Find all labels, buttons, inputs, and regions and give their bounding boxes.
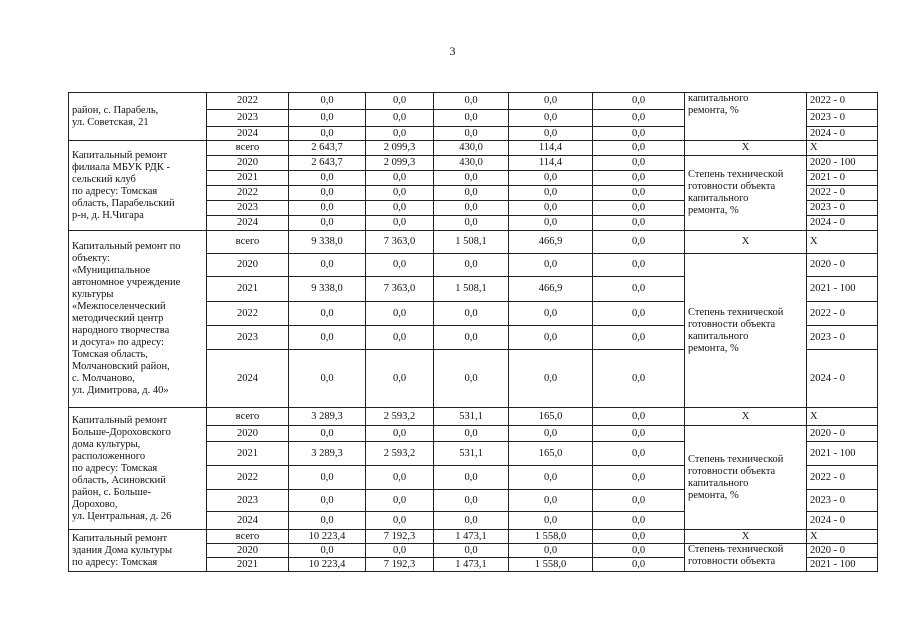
year-cell: 2024 bbox=[207, 216, 289, 231]
federal-budget-cell: 2 593,2 bbox=[366, 442, 434, 466]
year-cell: 2023 bbox=[207, 201, 289, 216]
object-name-line: Капитальный ремонт bbox=[72, 149, 168, 161]
indicator-value-cell: 2022 - 0 bbox=[807, 302, 878, 326]
extrabudget-cell: 0,0 bbox=[593, 110, 685, 127]
regional-budget-cell: 430,0 bbox=[434, 141, 509, 156]
regional-budget-cell: 0,0 bbox=[434, 127, 509, 141]
object-name-line: дома культуры, bbox=[72, 438, 141, 450]
federal-budget-cell: 2 099,3 bbox=[366, 141, 434, 156]
total-cell: 0,0 bbox=[289, 201, 366, 216]
total-cell: 0,0 bbox=[289, 93, 366, 110]
total-cell: 0,0 bbox=[289, 466, 366, 490]
local-budget-cell: 466,9 bbox=[509, 231, 593, 254]
object-name-line: Капитальный ремонт по bbox=[72, 241, 181, 252]
table-row bbox=[69, 530, 878, 544]
table-row bbox=[69, 141, 878, 156]
local-budget-cell: 0,0 bbox=[509, 466, 593, 490]
extrabudget-cell: 0,0 bbox=[593, 442, 685, 466]
regional-budget-cell: 1 508,1 bbox=[434, 231, 509, 254]
total-cell: 0,0 bbox=[289, 110, 366, 127]
indicator-value-cell: 2024 - 0 bbox=[807, 350, 878, 408]
total-cell: 0,0 bbox=[289, 326, 366, 350]
local-budget-cell: 0,0 bbox=[509, 426, 593, 442]
regional-budget-cell: 0,0 bbox=[434, 466, 509, 490]
object-name-line: Томская область, bbox=[72, 349, 148, 360]
federal-budget-cell: 0,0 bbox=[366, 201, 434, 216]
local-budget-cell: 165,0 bbox=[509, 408, 593, 426]
indicator-line: ремонта, % bbox=[688, 342, 739, 354]
object-name-line: «Межпоселенческий bbox=[72, 301, 166, 312]
indicator-value-cell: 2023 - 0 bbox=[807, 110, 878, 127]
regional-budget-cell: 0,0 bbox=[434, 544, 509, 558]
total-cell: 0,0 bbox=[289, 302, 366, 326]
object-name-line: по адресу: Томская bbox=[72, 462, 158, 474]
regional-budget-cell: 0,0 bbox=[434, 490, 509, 512]
indicator-value-cell: 2023 - 0 bbox=[807, 201, 878, 216]
extrabudget-cell: 0,0 bbox=[593, 426, 685, 442]
year-cell: 2021 bbox=[207, 442, 289, 466]
total-cell: 0,0 bbox=[289, 544, 366, 558]
year-cell: 2021 bbox=[207, 171, 289, 186]
extrabudget-cell: 0,0 bbox=[593, 326, 685, 350]
object-name-line: культуры bbox=[72, 289, 114, 300]
extrabudget-cell: 0,0 bbox=[593, 93, 685, 110]
extrabudget-cell: 0,0 bbox=[593, 156, 685, 171]
year-cell: 2022 bbox=[207, 466, 289, 490]
indicator-x-cell: Х bbox=[685, 231, 807, 254]
year-cell: 2023 bbox=[207, 490, 289, 512]
federal-budget-cell: 0,0 bbox=[366, 93, 434, 110]
extrabudget-cell: 0,0 bbox=[593, 231, 685, 254]
regional-budget-cell: 0,0 bbox=[434, 426, 509, 442]
indicator-value-cell: 2020 - 100 bbox=[807, 156, 878, 171]
federal-budget-cell: 7 192,3 bbox=[366, 530, 434, 544]
total-cell: 3 289,3 bbox=[289, 442, 366, 466]
indicator-value-cell: 2024 - 0 bbox=[807, 512, 878, 530]
year-cell: 2024 bbox=[207, 127, 289, 141]
object-name-line: Дорохово, bbox=[72, 498, 118, 510]
indicator-value-cell: 2023 - 0 bbox=[807, 490, 878, 512]
indicator-line: капитального bbox=[688, 477, 749, 489]
indicator-x-cell: Х bbox=[685, 141, 807, 156]
total-cell: 10 223,4 bbox=[289, 530, 366, 544]
local-budget-cell: 114,4 bbox=[509, 156, 593, 171]
regional-budget-cell: 0,0 bbox=[434, 302, 509, 326]
year-cell: 2023 bbox=[207, 110, 289, 127]
total-cell: 10 223,4 bbox=[289, 558, 366, 572]
object-name-line: по адресу: Томская bbox=[72, 556, 158, 568]
regional-budget-cell: 0,0 bbox=[434, 93, 509, 110]
federal-budget-cell: 0,0 bbox=[366, 544, 434, 558]
local-budget-cell: 0,0 bbox=[509, 544, 593, 558]
object-name-line: ул. Центральная, д. 26 bbox=[72, 510, 172, 522]
federal-budget-cell: 0,0 bbox=[366, 350, 434, 408]
total-cell: 9 338,0 bbox=[289, 231, 366, 254]
total-cell: 0,0 bbox=[289, 350, 366, 408]
object-name-cell bbox=[69, 141, 207, 231]
federal-budget-cell: 0,0 bbox=[366, 302, 434, 326]
extrabudget-cell: 0,0 bbox=[593, 530, 685, 544]
total-cell: 0,0 bbox=[289, 490, 366, 512]
regional-budget-cell: 0,0 bbox=[434, 350, 509, 408]
indicator-line: капитального bbox=[688, 193, 749, 204]
object-name-line: область, Парабельский bbox=[72, 197, 175, 209]
object-name-line: район, с. Больше- bbox=[72, 486, 151, 498]
federal-budget-cell: 2 099,3 bbox=[366, 156, 434, 171]
federal-budget-cell: 7 363,0 bbox=[366, 277, 434, 302]
total-cell: 9 338,0 bbox=[289, 277, 366, 302]
table-row bbox=[69, 408, 878, 426]
indicator-line: готовности объекта bbox=[688, 318, 776, 330]
extrabudget-cell: 0,0 bbox=[593, 558, 685, 572]
federal-budget-cell: 7 363,0 bbox=[366, 231, 434, 254]
local-budget-cell: 466,9 bbox=[509, 277, 593, 302]
indicator-value-cell: Х bbox=[807, 408, 878, 426]
year-cell: 2020 bbox=[207, 426, 289, 442]
federal-budget-cell: 2 593,2 bbox=[366, 408, 434, 426]
total-cell: 2 643,7 bbox=[289, 156, 366, 171]
indicator-line: Степень технической bbox=[688, 544, 784, 555]
year-cell: 2021 bbox=[207, 277, 289, 302]
indicator-value-cell: 2021 - 0 bbox=[807, 171, 878, 186]
indicator-value-cell: 2022 - 0 bbox=[807, 186, 878, 201]
indicator-x-cell: Х bbox=[685, 530, 807, 544]
object-name-line: автономное учреждение bbox=[72, 277, 181, 288]
indicator-value-cell: 2022 - 0 bbox=[807, 466, 878, 490]
indicator-line: ремонта, % bbox=[688, 489, 739, 501]
federal-budget-cell: 0,0 bbox=[366, 326, 434, 350]
year-cell: 2020 bbox=[207, 156, 289, 171]
local-budget-cell: 0,0 bbox=[509, 201, 593, 216]
extrabudget-cell: 0,0 bbox=[593, 216, 685, 231]
regional-budget-cell: 0,0 bbox=[434, 186, 509, 201]
federal-budget-cell: 0,0 bbox=[366, 254, 434, 277]
extrabudget-cell: 0,0 bbox=[593, 544, 685, 558]
extrabudget-cell: 0,0 bbox=[593, 490, 685, 512]
indicator-value-cell: 2020 - 0 bbox=[807, 254, 878, 277]
object-name-cell bbox=[69, 408, 207, 530]
object-name-cell bbox=[69, 530, 207, 572]
page-number: 3 bbox=[449, 44, 456, 58]
local-budget-cell: 165,0 bbox=[509, 442, 593, 466]
object-name-line: по адресу: Томская bbox=[72, 185, 158, 197]
object-name-cell bbox=[69, 231, 207, 408]
extrabudget-cell: 0,0 bbox=[593, 466, 685, 490]
local-budget-cell: 0,0 bbox=[509, 127, 593, 141]
extrabudget-cell: 0,0 bbox=[593, 141, 685, 156]
object-name-line: сельский клуб bbox=[72, 173, 136, 185]
indicator-cell bbox=[685, 426, 807, 530]
budget-table bbox=[68, 92, 878, 572]
object-name-line: район, с. Парабель, bbox=[72, 104, 159, 116]
year-cell: 2020 bbox=[207, 254, 289, 277]
local-budget-cell: 0,0 bbox=[509, 350, 593, 408]
indicator-line: ремонта, % bbox=[688, 205, 739, 216]
year-cell: всего bbox=[207, 141, 289, 156]
object-name-line: р-н, д. Н.Чигара bbox=[72, 209, 144, 221]
regional-budget-cell: 430,0 bbox=[434, 156, 509, 171]
local-budget-cell: 0,0 bbox=[509, 216, 593, 231]
total-cell: 0,0 bbox=[289, 426, 366, 442]
extrabudget-cell: 0,0 bbox=[593, 127, 685, 141]
object-name-line: филиала МБУК РДК - bbox=[72, 161, 170, 173]
year-cell: 2022 bbox=[207, 302, 289, 326]
object-name-line: народного творчества bbox=[72, 325, 170, 336]
extrabudget-cell: 0,0 bbox=[593, 171, 685, 186]
total-cell: 3 289,3 bbox=[289, 408, 366, 426]
object-name-line: методический центр bbox=[72, 313, 164, 324]
regional-budget-cell: 0,0 bbox=[434, 326, 509, 350]
object-name-line: Капитальный ремонт bbox=[72, 532, 168, 544]
object-name-line: объекту: bbox=[72, 253, 110, 264]
federal-budget-cell: 0,0 bbox=[366, 216, 434, 231]
object-name-line: расположенного bbox=[72, 450, 146, 462]
object-name-line: Больше-Дороховского bbox=[72, 426, 171, 438]
indicator-line: ремонта, % bbox=[688, 105, 739, 116]
year-cell: 2022 bbox=[207, 93, 289, 110]
object-name-line: Молчановский район, bbox=[72, 361, 170, 372]
regional-budget-cell: 1 508,1 bbox=[434, 277, 509, 302]
total-cell: 0,0 bbox=[289, 216, 366, 231]
total-cell: 0,0 bbox=[289, 186, 366, 201]
indicator-value-cell: 2021 - 100 bbox=[807, 558, 878, 572]
object-name-line: здания Дома культуры bbox=[72, 544, 173, 556]
indicator-line: готовности объекта bbox=[688, 181, 776, 192]
indicator-value-cell: 2020 - 0 bbox=[807, 426, 878, 442]
regional-budget-cell: 0,0 bbox=[434, 254, 509, 277]
indicator-line: Степень технической bbox=[688, 453, 784, 465]
indicator-cell bbox=[685, 254, 807, 408]
indicator-value-cell: 2023 - 0 bbox=[807, 326, 878, 350]
indicator-x-cell: Х bbox=[685, 408, 807, 426]
object-name-line: и досуга» по адресу: bbox=[72, 337, 164, 348]
year-cell: всего bbox=[207, 530, 289, 544]
object-name-line: ул. Советская, 21 bbox=[72, 116, 149, 128]
extrabudget-cell: 0,0 bbox=[593, 302, 685, 326]
local-budget-cell: 0,0 bbox=[509, 490, 593, 512]
indicator-value-cell: 2021 - 100 bbox=[807, 442, 878, 466]
total-cell: 0,0 bbox=[289, 127, 366, 141]
extrabudget-cell: 0,0 bbox=[593, 186, 685, 201]
indicator-value-cell: Х bbox=[807, 141, 878, 156]
regional-budget-cell: 531,1 bbox=[434, 408, 509, 426]
extrabudget-cell: 0,0 bbox=[593, 277, 685, 302]
regional-budget-cell: 0,0 bbox=[434, 512, 509, 530]
object-name-line: Капитальный ремонт bbox=[72, 414, 168, 426]
local-budget-cell: 0,0 bbox=[509, 254, 593, 277]
indicator-value-cell: 2024 - 0 bbox=[807, 127, 878, 141]
local-budget-cell: 0,0 bbox=[509, 512, 593, 530]
indicator-value-cell: 2021 - 100 bbox=[807, 277, 878, 302]
total-cell: 0,0 bbox=[289, 254, 366, 277]
indicator-line: готовности объекта bbox=[688, 465, 776, 477]
indicator-value-cell: 2024 - 0 bbox=[807, 216, 878, 231]
indicator-line: Степень технической bbox=[688, 169, 784, 180]
indicator-value-cell: Х bbox=[807, 231, 878, 254]
indicator-line: готовности объекта bbox=[688, 556, 776, 567]
extrabudget-cell: 0,0 bbox=[593, 254, 685, 277]
indicator-line: капитального bbox=[688, 93, 749, 104]
total-cell: 0,0 bbox=[289, 171, 366, 186]
indicator-value-cell: 2020 - 0 bbox=[807, 544, 878, 558]
local-budget-cell: 0,0 bbox=[509, 302, 593, 326]
indicator-cell bbox=[685, 544, 807, 572]
year-cell: 2020 bbox=[207, 544, 289, 558]
local-budget-cell: 0,0 bbox=[509, 326, 593, 350]
indicator-cell bbox=[685, 156, 807, 231]
year-cell: 2024 bbox=[207, 512, 289, 530]
federal-budget-cell: 0,0 bbox=[366, 512, 434, 530]
local-budget-cell: 1 558,0 bbox=[509, 530, 593, 544]
total-cell: 2 643,7 bbox=[289, 141, 366, 156]
extrabudget-cell: 0,0 bbox=[593, 201, 685, 216]
federal-budget-cell: 0,0 bbox=[366, 490, 434, 512]
year-cell: всего bbox=[207, 408, 289, 426]
table-row bbox=[69, 231, 878, 254]
extrabudget-cell: 0,0 bbox=[593, 408, 685, 426]
federal-budget-cell: 7 192,3 bbox=[366, 558, 434, 572]
extrabudget-cell: 0,0 bbox=[593, 512, 685, 530]
federal-budget-cell: 0,0 bbox=[366, 426, 434, 442]
local-budget-cell: 0,0 bbox=[509, 171, 593, 186]
local-budget-cell: 1 558,0 bbox=[509, 558, 593, 572]
regional-budget-cell: 531,1 bbox=[434, 442, 509, 466]
table-row bbox=[69, 93, 878, 110]
federal-budget-cell: 0,0 bbox=[366, 127, 434, 141]
object-name-line: «Муниципальное bbox=[72, 265, 151, 276]
regional-budget-cell: 1 473,1 bbox=[434, 530, 509, 544]
indicator-line: капитального bbox=[688, 330, 749, 342]
year-cell: 2021 bbox=[207, 558, 289, 572]
object-name-cell bbox=[69, 93, 207, 141]
regional-budget-cell: 1 473,1 bbox=[434, 558, 509, 572]
regional-budget-cell: 0,0 bbox=[434, 216, 509, 231]
federal-budget-cell: 0,0 bbox=[366, 171, 434, 186]
year-cell: 2023 bbox=[207, 326, 289, 350]
local-budget-cell: 114,4 bbox=[509, 141, 593, 156]
year-cell: 2022 bbox=[207, 186, 289, 201]
object-name-line: ул. Димитрова, д. 40» bbox=[72, 385, 169, 396]
indicator-value-cell: Х bbox=[807, 530, 878, 544]
local-budget-cell: 0,0 bbox=[509, 93, 593, 110]
regional-budget-cell: 0,0 bbox=[434, 171, 509, 186]
indicator-line: Степень технической bbox=[688, 306, 784, 318]
local-budget-cell: 0,0 bbox=[509, 186, 593, 201]
local-budget-cell: 0,0 bbox=[509, 110, 593, 127]
object-name-line: область, Асиновский bbox=[72, 474, 166, 486]
federal-budget-cell: 0,0 bbox=[366, 110, 434, 127]
extrabudget-cell: 0,0 bbox=[593, 350, 685, 408]
year-cell: 2024 bbox=[207, 350, 289, 408]
indicator-value-cell: 2022 - 0 bbox=[807, 93, 878, 110]
indicator-cell bbox=[685, 93, 807, 141]
regional-budget-cell: 0,0 bbox=[434, 201, 509, 216]
total-cell: 0,0 bbox=[289, 512, 366, 530]
object-name-line: с. Молчаново, bbox=[72, 373, 135, 384]
federal-budget-cell: 0,0 bbox=[366, 466, 434, 490]
federal-budget-cell: 0,0 bbox=[366, 186, 434, 201]
year-cell: всего bbox=[207, 231, 289, 254]
regional-budget-cell: 0,0 bbox=[434, 110, 509, 127]
